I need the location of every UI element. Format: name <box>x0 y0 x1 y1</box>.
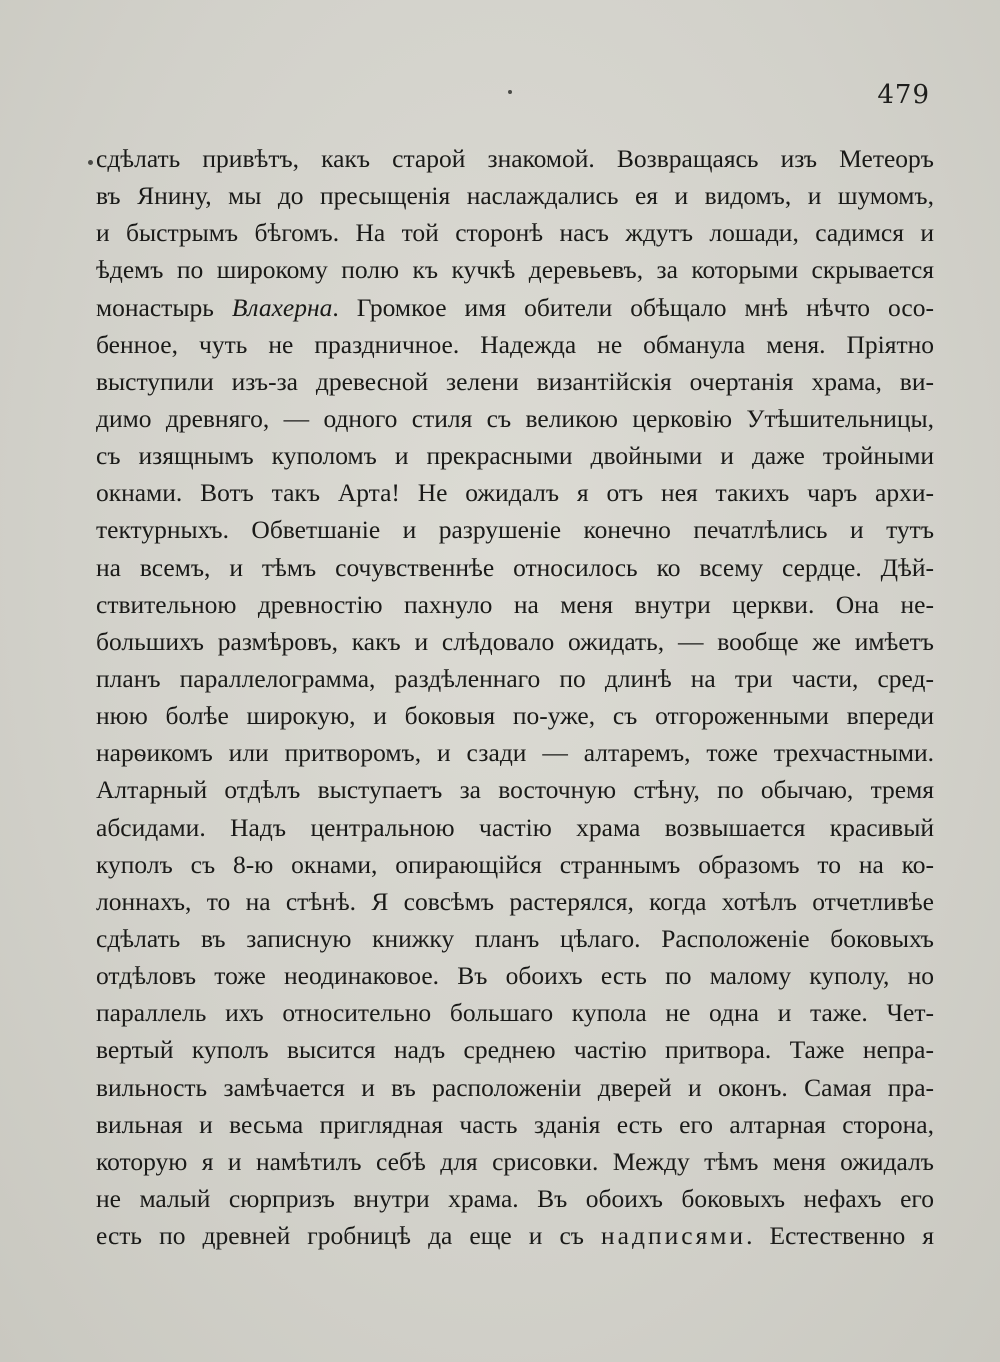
text-line: большихъ размѣровъ, какъ и слѣдовало ожидать, — вообще же имѣетъ <box>96 626 934 656</box>
text-line: параллель ихъ относительно большаго купола не одна и таже. Чет- <box>96 998 934 1028</box>
spaced-word: надписями <box>601 1221 747 1251</box>
text-line: окнами. Вотъ такъ Арта! Не ожидалъ я отъ нея такихъ чаръ архи- <box>96 478 934 508</box>
page-number: 479 <box>877 80 930 110</box>
text-line: сдѣлать привѣтъ, какъ старой знакомой. Возвращаясь изъ Метеоръ <box>96 144 934 173</box>
text-line: бенное, чуть не праздничное. Надежда не обманула меня. Пріятно <box>96 329 934 359</box>
text-line: вильность замѣчается и въ расположеніи дверей и оконъ. Самая пра- <box>96 1072 934 1102</box>
text-line: ствительною древностію пахнуло на меня внутри церкви. Она не- <box>96 589 934 619</box>
text-line: сдѣлать въ записную книжку планъ цѣлаго. Расположеніе боковыхъ <box>96 923 934 953</box>
text-line: нарѳикомъ или притворомъ, и сзади — алтаремъ, тоже трехчастными. <box>96 738 934 768</box>
italic-name: Влахерна <box>231 292 333 322</box>
text-line: на всемъ, и тѣмъ сочувственнѣе относилось ко всему сердце. Дѣй- <box>96 552 934 582</box>
text-line: нюю болѣе широкую, и боковыя по-уже, съ отгороженными впереди <box>96 701 934 731</box>
text-line: димо древняго, — одного стиля съ великою церковію Утѣшительницы, <box>96 403 934 433</box>
ink-speck <box>88 160 93 165</box>
text-line: абсидами. Надъ центральною частію храма возвышается красивый <box>96 812 934 842</box>
text-line: не малый сюрпризъ внутри храма. Въ обоихъ боковыхъ нефахъ его <box>96 1183 934 1213</box>
text-line: отдѣловъ тоже неодинаковое. Въ обоихъ есть по малому куполу, но <box>96 961 934 991</box>
ink-speck <box>508 90 512 94</box>
text-line: есть по древней гробницѣ да еще и съ надписями. Естественно я <box>96 1221 934 1251</box>
text-line: въ Янину, мы до пресыщенія наслаждались ея и видомъ, и шумомъ, <box>96 181 934 211</box>
text-line: ѣдемъ по широкому полю къ кучкѣ деревьевъ, за которыми скрывается <box>96 255 934 285</box>
text-line: вильная и весьма приглядная часть зданія есть его алтарная сторона, <box>96 1109 934 1139</box>
text-line: лоннахъ, то на стѣнѣ. Я совсѣмъ растерялся, когда хотѣлъ отчетливѣе <box>96 886 934 916</box>
text-line: вертый куполъ высится надъ среднею частію притвора. Таже непра- <box>96 1035 934 1065</box>
text-line: съ изящнымъ куполомъ и прекрасными двойными и даже тройными <box>96 441 934 471</box>
text-line: планъ параллелограмма, раздѣленнаго по длинѣ на три части, сред- <box>96 663 934 693</box>
text-line: монастырь Влахерна. Громкое имя обители обѣщало мнѣ нѣчто осо- <box>96 292 934 322</box>
text-line: и быстрымъ бѣгомъ. На той сторонѣ насъ ждутъ лошади, садимся и <box>96 218 934 248</box>
text-line: выступили изъ-за древесной зелени византійскія очертанія храма, ви- <box>96 366 934 396</box>
text-line: которую я и намѣтилъ себѣ для срисовки. Между тѣмъ меня ожидалъ <box>96 1146 934 1176</box>
text-line: тектурныхъ. Обветшаніе и разрушеніе конечно печатлѣлись и тутъ <box>96 515 934 545</box>
body-text <box>96 140 934 1254</box>
text-line: куполъ съ 8-ю окнами, опирающійся страннымъ образомъ то на ко- <box>96 849 934 879</box>
text-line: Алтарный отдѣлъ выступаетъ за восточную стѣну, по обычаю, тремя <box>96 775 934 805</box>
